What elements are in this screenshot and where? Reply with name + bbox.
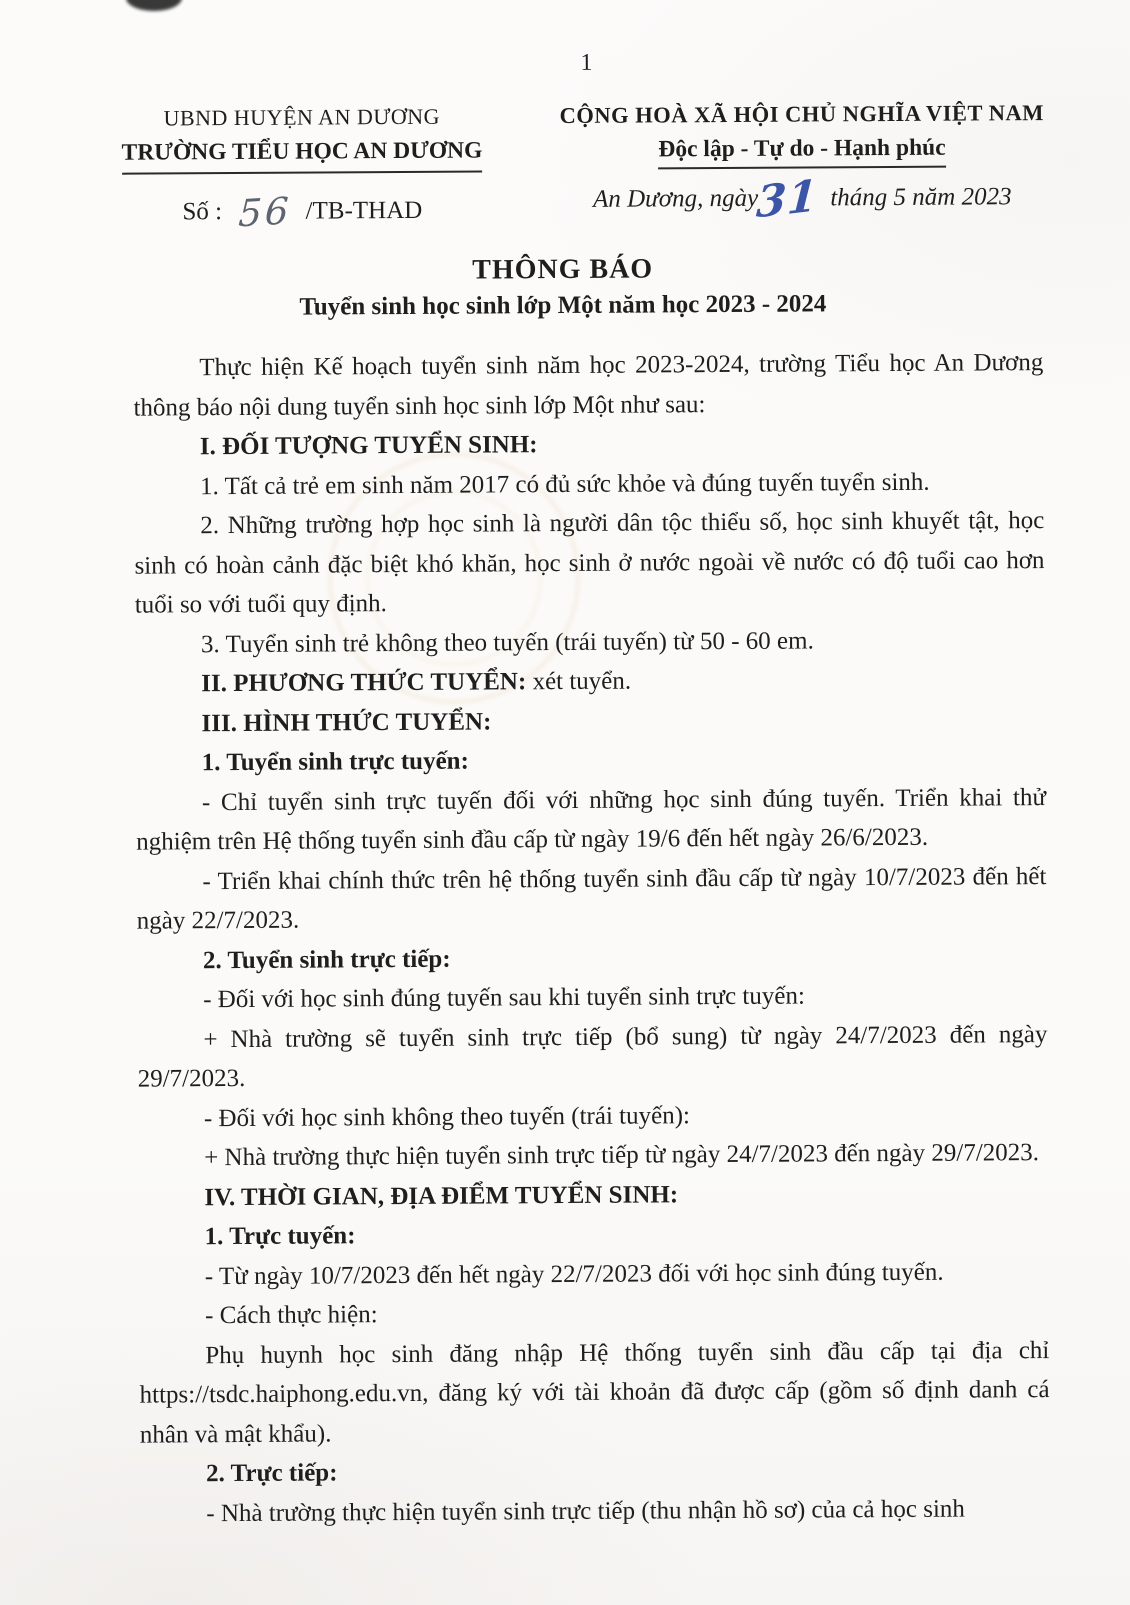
date-after: tháng 5 năm 2023 <box>830 183 1012 212</box>
page-number: 1 <box>580 49 593 76</box>
issuer-block <box>92 103 513 236</box>
paragraph: - Đối với học sinh đúng tuyến sau khi tuyển sinh trực tuyến: <box>203 982 805 1014</box>
paragraph: - Đối với học sinh không theo tuyến (trái tuyến): <box>203 1101 691 1132</box>
place-date-line <box>532 170 1072 229</box>
section-heading-4: IV. THỜI GIAN, ĐỊA ĐIỂM TUYỂN SINH: <box>204 1180 679 1211</box>
paragraph-intro: Thực hiện Kế hoạch tuyển sinh năm học 2023-2024, trường Tiểu học An Dương thông báo nội dung tuyển sinh học sinh lớp Một như sau: <box>133 349 1044 422</box>
paragraph: - Chỉ tuyển sinh trực tuyến đối với những học sinh đúng tuyến. Triển khai thử nghiệm trên Hệ thống tuyển sinh đầu cấp từ ngày 19/6 đến hết ngày 26/6/2023. <box>136 783 1047 856</box>
subsection-heading: 2. Trực tiếp: <box>205 1459 338 1488</box>
handwritten-day: 31 <box>754 170 820 229</box>
paragraph: - Nhà trường thực hiện tuyển sinh trực tiếp (thu nhận hồ sơ) của cả học sinh <box>206 1495 965 1527</box>
paragraph: + Nhà trường thực hiện tuyển sinh trực tiếp từ ngày 24/7/2023 đến ngày 29/7/2023. <box>204 1139 1040 1172</box>
section-heading-1: I. ĐỐI TƯỢNG TUYỂN SINH: <box>199 431 538 461</box>
section-heading-3: III. HÌNH THỨC TUYỂN: <box>201 707 492 737</box>
issuing-authority: UBND HUYỆN AN DƯƠNG <box>163 103 441 131</box>
handwritten-doc-number: 56 <box>237 189 293 236</box>
doc-number-suffix: /TB-THAD <box>305 196 423 225</box>
document-number-line <box>92 189 512 236</box>
section-heading-2-label: II. PHƯƠNG THỨC TUYỂN: <box>201 668 527 698</box>
paragraph: 3. Tuyển sinh trẻ không theo tuyến (trái tuyến) từ 50 - 60 em. <box>200 626 814 658</box>
paragraph: Phụ huynh học sinh đăng nhập Hệ thống tuyển sinh đầu cấp tại địa chỉ https://tsdc.haiphong.edu.vn, đăng ký với tài khoản đã được cấp (gồm số định danh cá nhân và mật khẩu). <box>139 1336 1050 1449</box>
document-subtitle: Tuyển sinh học sinh lớp Một năm học 2023 - 2024 <box>299 290 827 321</box>
section-heading-2-value: xét tuyển. <box>526 667 632 696</box>
paragraph: - Cách thực hiện: <box>205 1301 378 1330</box>
date-before: An Dương, ngày <box>592 184 759 213</box>
paragraph: 2. Những trường hợp học sinh là người dân tộc thiểu số, học sinh khuyết tật, học sinh có hoàn cảnh đặc biệt khó khăn, học sinh ở nước ngoài về nước có độ tuổi cao hơn tuổi so với tuổi quy định. <box>134 507 1045 619</box>
paragraph: - Triển khai chính thức trên hệ thống tuyển sinh đầu cấp từ ngày 10/7/2023 đến hết ngày 22/7/2023. <box>136 862 1047 935</box>
document-title: THÔNG BÁO <box>472 253 654 286</box>
doc-number-prefix: Số : <box>182 198 223 226</box>
subsection-heading: 1. Tuyển sinh trực tuyến: <box>201 747 469 777</box>
subsection-heading: 2. Tuyển sinh trực tiếp: <box>202 945 451 974</box>
paragraph: - Từ ngày 10/7/2023 đến hết ngày 22/7/2023 đối với học sinh đúng tuyến. <box>204 1258 944 1290</box>
national-header-block <box>532 100 1073 229</box>
section-heading-2 <box>135 659 1045 704</box>
subsection-heading: 1. Trực tuyến: <box>204 1222 356 1251</box>
paragraph: + Nhà trường sẽ tuyển sinh trực tiếp (bổ sung) từ ngày 24/7/2023 đến ngày 29/7/2023. <box>137 1020 1048 1093</box>
paragraph: 1. Tất cả trẻ em sinh năm 2017 có đủ sức khỏe và đúng tuyến tuyển sinh. <box>199 468 930 500</box>
national-motto-line2: Độc lập - Tự do - Hạnh phúc <box>658 135 945 170</box>
document-header <box>92 100 1073 236</box>
document-body <box>133 343 1050 1534</box>
national-motto-line1: CỘNG HOÀ XÃ HỘI CHỦ NGHĨA VIỆT NAM <box>559 100 1045 129</box>
school-name: TRƯỜNG TIỂU HỌC AN DƯƠNG <box>122 137 483 174</box>
